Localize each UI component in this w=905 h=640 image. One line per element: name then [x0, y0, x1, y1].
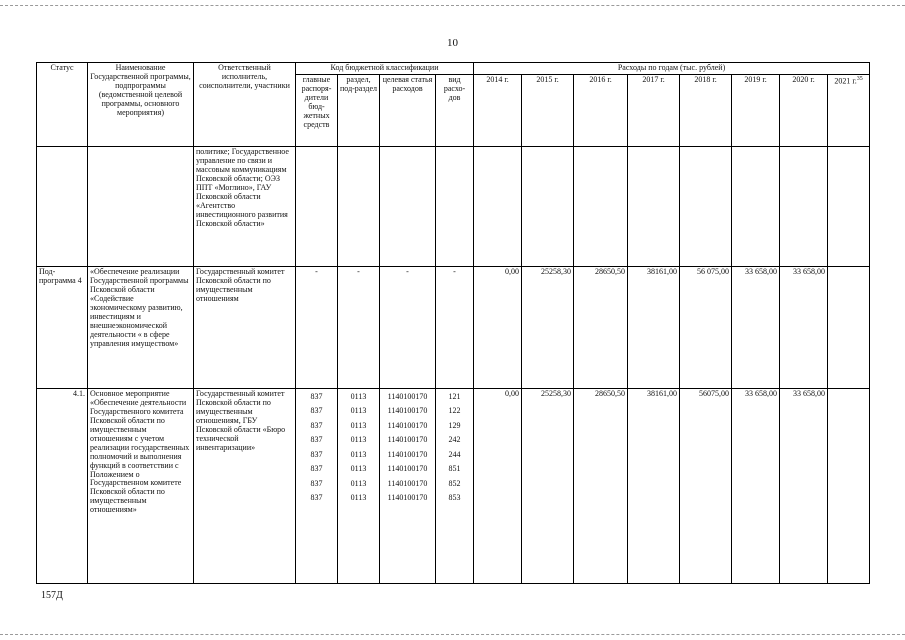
row-value-2015: 25258,30 [522, 388, 574, 583]
table-row [37, 146, 870, 266]
target-article-code: 1140100170 [387, 493, 428, 503]
row-value-2016: 28650,50 [574, 266, 628, 388]
header-target-article: целевая статья расходов [380, 74, 436, 146]
row-target-article: - [380, 266, 436, 388]
row-name [88, 146, 194, 266]
year-2021-footnote-mark: 35 [856, 75, 863, 82]
section-code: 0113 [350, 464, 367, 474]
row-status [37, 146, 88, 266]
header-year-2021 [828, 74, 870, 146]
expense-type-code: 129 [448, 420, 461, 430]
row-value-2018 [680, 146, 732, 266]
header-row-1 [37, 63, 870, 75]
expense-type-code: 242 [448, 435, 461, 445]
row-executor: политике; Государственное управление по связи и массовым коммуникациям Псковской области; ОЭЗ ППТ «Моглино», ГАУ Псковской области «Агентство инвестиционного развития Псковской области» [194, 146, 296, 266]
header-year-2014: 2014 г. [474, 74, 522, 146]
header-budget-code: Код бюджетной классификации [296, 63, 474, 75]
header-year-2019: 2019 г. [732, 74, 780, 146]
footer-code: 157Д [41, 590, 63, 601]
row-expense-type-list [436, 388, 474, 583]
grbs-code: 837 [310, 420, 323, 430]
section-code: 0113 [350, 493, 367, 503]
row-value-2017: 38161,00 [628, 388, 680, 583]
row-value-2020 [780, 146, 828, 266]
table-row [37, 388, 870, 583]
target-article-code: 1140100170 [387, 435, 428, 445]
grbs-code: 837 [310, 391, 323, 401]
row-status: 4.1. [37, 388, 88, 583]
row-value-2019: 33 658,00 [732, 388, 780, 583]
target-article-code: 1140100170 [387, 478, 428, 488]
row-expense-type: - [436, 266, 474, 388]
header-program-name: Наименование Государственной программы, подпрограммы (ведомственной целевой программы, основного мероприятия) [88, 63, 194, 147]
row-value-2017 [628, 146, 680, 266]
target-article-code: 1140100170 [387, 406, 428, 416]
header-expense-type: вид расхо-дов [436, 74, 474, 146]
row-section [338, 146, 380, 266]
row-value-2014: 0,00 [474, 266, 522, 388]
scan-edge-top [0, 5, 905, 6]
expense-type-code: 853 [448, 493, 461, 503]
row-value-2021 [828, 266, 870, 388]
section-code: 0113 [350, 478, 367, 488]
row-value-2014 [474, 146, 522, 266]
grbs-code: 837 [310, 493, 323, 503]
row-value-2020: 33 658,00 [780, 388, 828, 583]
expense-type-code: 122 [448, 406, 461, 416]
row-value-2021 [828, 146, 870, 266]
row-value-2018: 56 075,00 [680, 266, 732, 388]
section-code: 0113 [350, 391, 367, 401]
row-grbs-list [296, 388, 338, 583]
table-row [37, 266, 870, 388]
grbs-code: 837 [310, 406, 323, 416]
header-year-2018: 2018 г. [680, 74, 732, 146]
header-status: Статус [37, 63, 88, 147]
header-year-2017: 2017 г. [628, 74, 680, 146]
header-grbs: главные распоря-дители бюд-жетных средств [296, 74, 338, 146]
row-value-2019: 33 658,00 [732, 266, 780, 388]
row-value-2015 [522, 146, 574, 266]
target-article-code: 1140100170 [387, 449, 428, 459]
header-year-2016: 2016 г. [574, 74, 628, 146]
header-year-2020: 2020 г. [780, 74, 828, 146]
grbs-code: 837 [310, 449, 323, 459]
grbs-code: 837 [310, 435, 323, 445]
row-value-2016 [574, 146, 628, 266]
row-grbs: - [296, 266, 338, 388]
header-executor: Ответственный исполнитель, соисполнители, участники [194, 63, 296, 147]
expense-type-code: 121 [448, 391, 461, 401]
year-2021-label: 2021 г. [834, 76, 857, 86]
row-value-2017: 38161,00 [628, 266, 680, 388]
row-executor: Государственный комитет Псковской области по имущественным отношениям [194, 266, 296, 388]
header-expenses: Расходы по годам (тыс. рублей) [474, 63, 870, 75]
page-number: 10 [447, 37, 458, 49]
grbs-code: 837 [310, 478, 323, 488]
target-article-code: 1140100170 [387, 464, 428, 474]
header-year-2015: 2015 г. [522, 74, 574, 146]
scan-edge-bottom [0, 634, 905, 635]
row-grbs [296, 146, 338, 266]
expense-type-code: 244 [448, 449, 461, 459]
row-value-2019 [732, 146, 780, 266]
row-value-2014: 0,00 [474, 388, 522, 583]
expense-type-code: 852 [448, 478, 461, 488]
row-name: Основное мероприятие «Обеспечение деятельности Государственного комитета Псковской области по имущественным отношениям с учетом реализации государственных полномочий и выполнения функций в соответствии с Положением о Государственном комитете Псковской области по имущественным отношениям» [88, 388, 194, 583]
section-code: 0113 [350, 449, 367, 459]
expense-type-code: 851 [448, 464, 461, 474]
row-name: «Обеспечение реализации Государственной программы Псковской области «Содействие экономическому развитию, инвестициям и внешнеэкономической деятельности « в сфере управления имуществом» [88, 266, 194, 388]
row-expense-type [436, 146, 474, 266]
header-section: раздел, под-раздел [338, 74, 380, 146]
row-section-list [338, 388, 380, 583]
budget-table [36, 62, 870, 584]
row-value-2020: 33 658,00 [780, 266, 828, 388]
section-code: 0113 [350, 435, 367, 445]
row-value-2015: 25258,30 [522, 266, 574, 388]
row-target-article-list [380, 388, 436, 583]
row-target-article [380, 146, 436, 266]
row-executor: Государственный комитет Псковской области по имущественным отношениям, ГБУ Псковской области «Бюро технической инвентаризации» [194, 388, 296, 583]
target-article-code: 1140100170 [387, 391, 428, 401]
row-value-2016: 28650,50 [574, 388, 628, 583]
grbs-code: 837 [310, 464, 323, 474]
row-value-2021 [828, 388, 870, 583]
row-status: Под-программа 4 [37, 266, 88, 388]
target-article-code: 1140100170 [387, 420, 428, 430]
section-code: 0113 [350, 420, 367, 430]
section-code: 0113 [350, 406, 367, 416]
row-value-2018: 56075,00 [680, 388, 732, 583]
row-section: - [338, 266, 380, 388]
